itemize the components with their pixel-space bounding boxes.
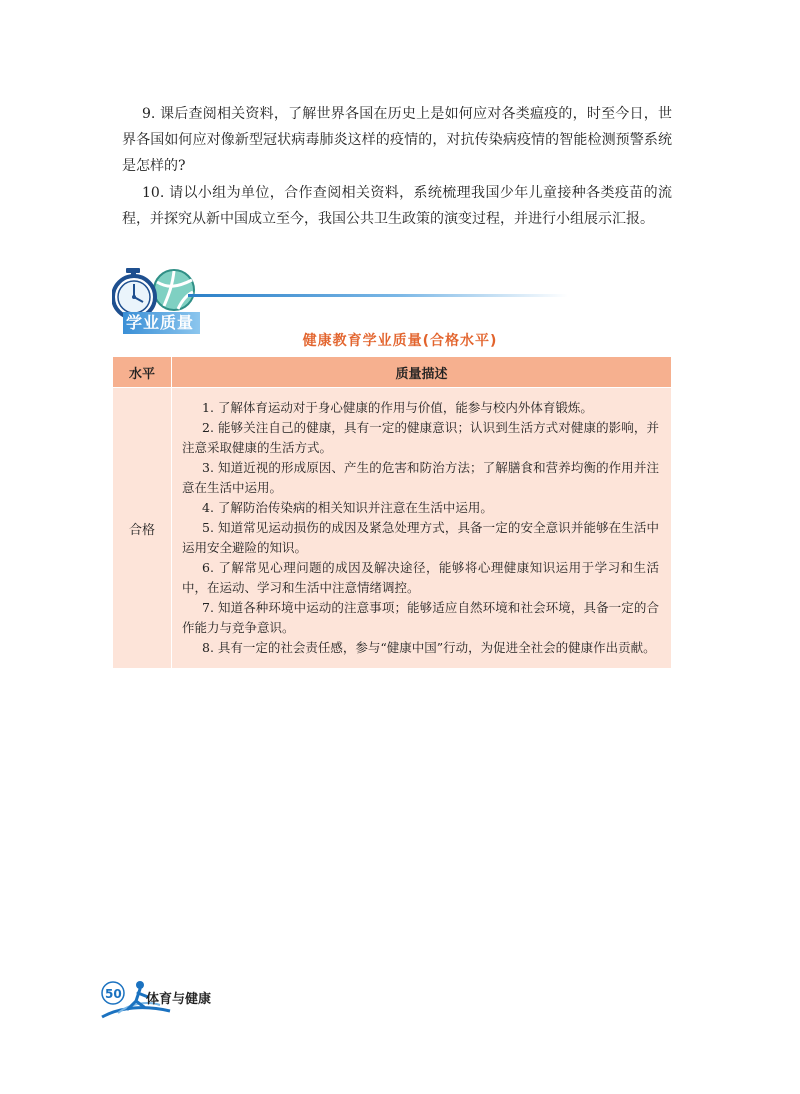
table-title: 健康教育学业质量(合格水平) bbox=[302, 333, 498, 349]
header-level: 水平 bbox=[113, 357, 172, 388]
list-item: 4. 了解防治传染病的相关知识并注意在生活中运用。 bbox=[202, 500, 493, 515]
list-item: 1. 了解体育运动对于身心健康的作用与价值，能参与校内外体育锻炼。 bbox=[202, 400, 593, 415]
table-header-row bbox=[113, 357, 672, 388]
list-item: 8. 具有一定的社会责任感，参与“健康中国”行动，为促进全社会的健康作出贡献。 bbox=[202, 640, 656, 655]
exercise-9: 9. 课后查阅相关资料，了解世界各国在历史上是如何应对各类瘟疫的，时至今日，世界各国如何应对像新型冠状病毒肺炎这样的疫情的，对抗传染病疫情的智能检测预警系统是怎样的? bbox=[122, 106, 672, 174]
table-row bbox=[113, 388, 672, 669]
list-item: 2. 能够关注自己的健康，具有一定的健康意识；认识到生活方式对健康的影响，并注意采取健康的生活方式。 bbox=[182, 420, 659, 455]
page-number: 50 bbox=[105, 987, 122, 1001]
book-title: 体育与健康 bbox=[146, 992, 212, 1007]
header-description: 质量描述 bbox=[172, 357, 672, 388]
quality-table bbox=[112, 356, 672, 669]
section-label: 学业质量 bbox=[123, 312, 200, 334]
list-item: 6. 了解常见心理问题的成因及解决途径，能够将心理健康知识运用于学习和生活中，在运动、学习和生活中注意情绪调控。 bbox=[182, 560, 659, 595]
list-item: 7. 知道各种环境中运动的注意事项；能够适应自然环境和社会环境，具备一定的合作能力与竞争意识。 bbox=[182, 600, 659, 635]
list-item: 5. 知道常见运动损伤的成因及紧急处理方式，具备一定的安全意识并能够在生活中运用安全避险的知识。 bbox=[182, 520, 659, 555]
section-divider bbox=[188, 294, 568, 297]
list-item: 3. 知道近视的形成原因、产生的危害和防治方法；了解膳食和营养均衡的作用并注意在生活中运用。 bbox=[182, 460, 659, 495]
description-cell bbox=[172, 388, 672, 669]
level-cell: 合格 bbox=[113, 388, 172, 669]
exercise-10: 10. 请以小组为单位，合作查阅相关资料，系统梳理我国少年儿童接种各类疫苗的流程，并探究从新中国成立至今，我国公共卫生政策的演变过程，并进行小组展示汇报。 bbox=[122, 185, 672, 227]
